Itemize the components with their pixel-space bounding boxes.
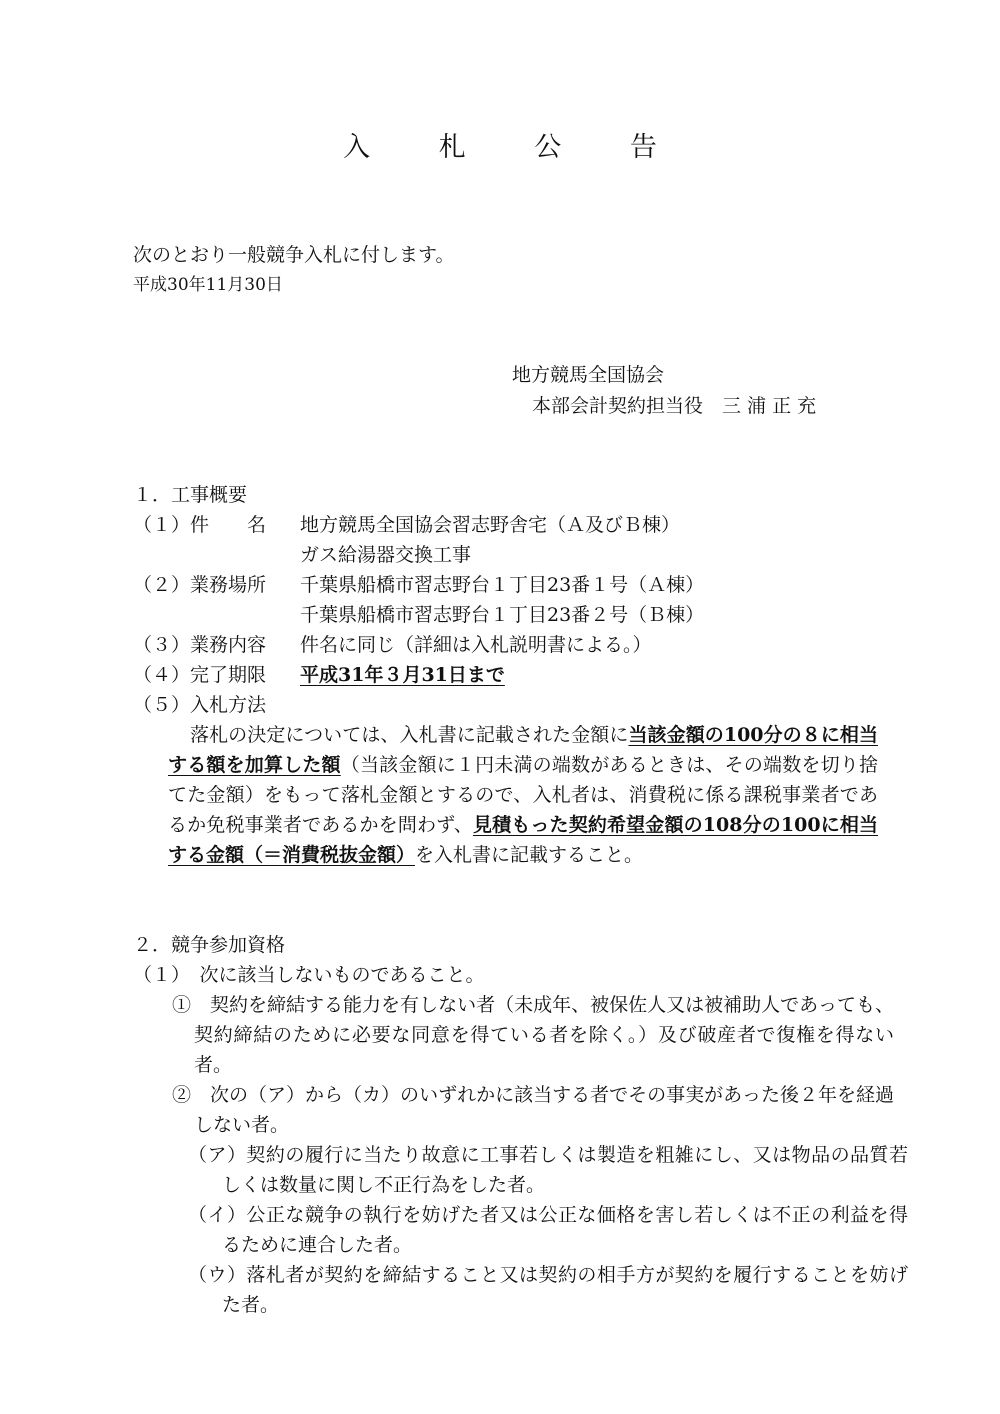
condition-1: ① 契約を締結する能力を有しない者（未成年、被保佐人又は被補助人であっても、契約締結のために必要な同意を得ている者を除く。）及び破産者で復権を得ない者。 (172, 994, 894, 1076)
notice-date: 平成30年11月30日 (133, 275, 283, 295)
item-content-value: 件名に同じ（詳細は入札説明書による。） (300, 634, 652, 656)
item-place-value-line1: 千葉県船橋市習志野台１丁目23番１号（Ａ棟） (300, 574, 705, 596)
issuer-org: 地方競馬全国協会 (512, 364, 665, 386)
intro-text: 次のとおり一般競争入札に付します。 (133, 244, 455, 266)
issuer-role: 本部会計契約担当役 三 浦 正 充 (532, 395, 817, 417)
item-place-label: （２）業務場所 (133, 574, 267, 596)
method-text-2: （当該金額に１円未満の端数があるときは、その端数を切り捨てた金額）をもって落札金額とするので、入札者は、消費税に係る課税事業者であるか免税事業者であるかを問わず、 (168, 754, 878, 836)
method-underline-1: 当該金額の100分の８に相当する額を加算した額 (168, 724, 878, 776)
method-text-1: 落札の決定については、入札書に記載された金額に (190, 724, 629, 746)
bid-method-paragraph (168, 720, 878, 870)
sub-condition-a: （ア）契約の履行に当たり故意に工事若しくは製造を粗雑にし、又は物品の品質若しくは数量に関し不正行為をした者。 (188, 1144, 908, 1196)
item-name-label: （１）件 名 (133, 514, 267, 536)
item-name-value-line2: ガス給湯器交換工事 (300, 544, 472, 566)
item-content-label: （３）業務内容 (133, 634, 267, 656)
section1-heading: １．工事概要 (133, 484, 248, 506)
method-text-3: を入札書に記載すること。 (415, 844, 644, 866)
item-name-value-line1: 地方競馬全国協会習志野舎宅（Ａ及びＢ棟） (300, 514, 681, 536)
condition-2: ② 次の（ア）から（カ）のいずれかに該当する者でその事実があった後２年を経過しない者。 (172, 1084, 894, 1136)
item-method-label: （５）入札方法 (133, 694, 267, 716)
item-place-value-line2: 千葉県船橋市習志野台１丁目23番２号（Ｂ棟） (300, 604, 705, 626)
sub-condition-i: （イ）公正な競争の執行を妨げた者又は公正な価格を害し若しくは不正の利益を得るために連合した者。 (188, 1204, 908, 1256)
method-underline-2: 見積もった契約希望金額の108分の100に相当する金額（＝消費税抜金額） (168, 814, 879, 866)
item-deadline-value: 平成31年３月31日まで (300, 664, 505, 686)
sub-condition-u: （ウ）落札者が契約を締結すること又は契約の相手方が契約を履行することを妨げた者。 (188, 1264, 908, 1316)
item-deadline-label: （４）完了期限 (133, 664, 267, 686)
section2-item1: （１） 次に該当しないものであること。 (133, 964, 485, 986)
document-title: 入 札 公 告 (343, 132, 687, 163)
section2-heading: ２．競争参加資格 (133, 934, 286, 956)
